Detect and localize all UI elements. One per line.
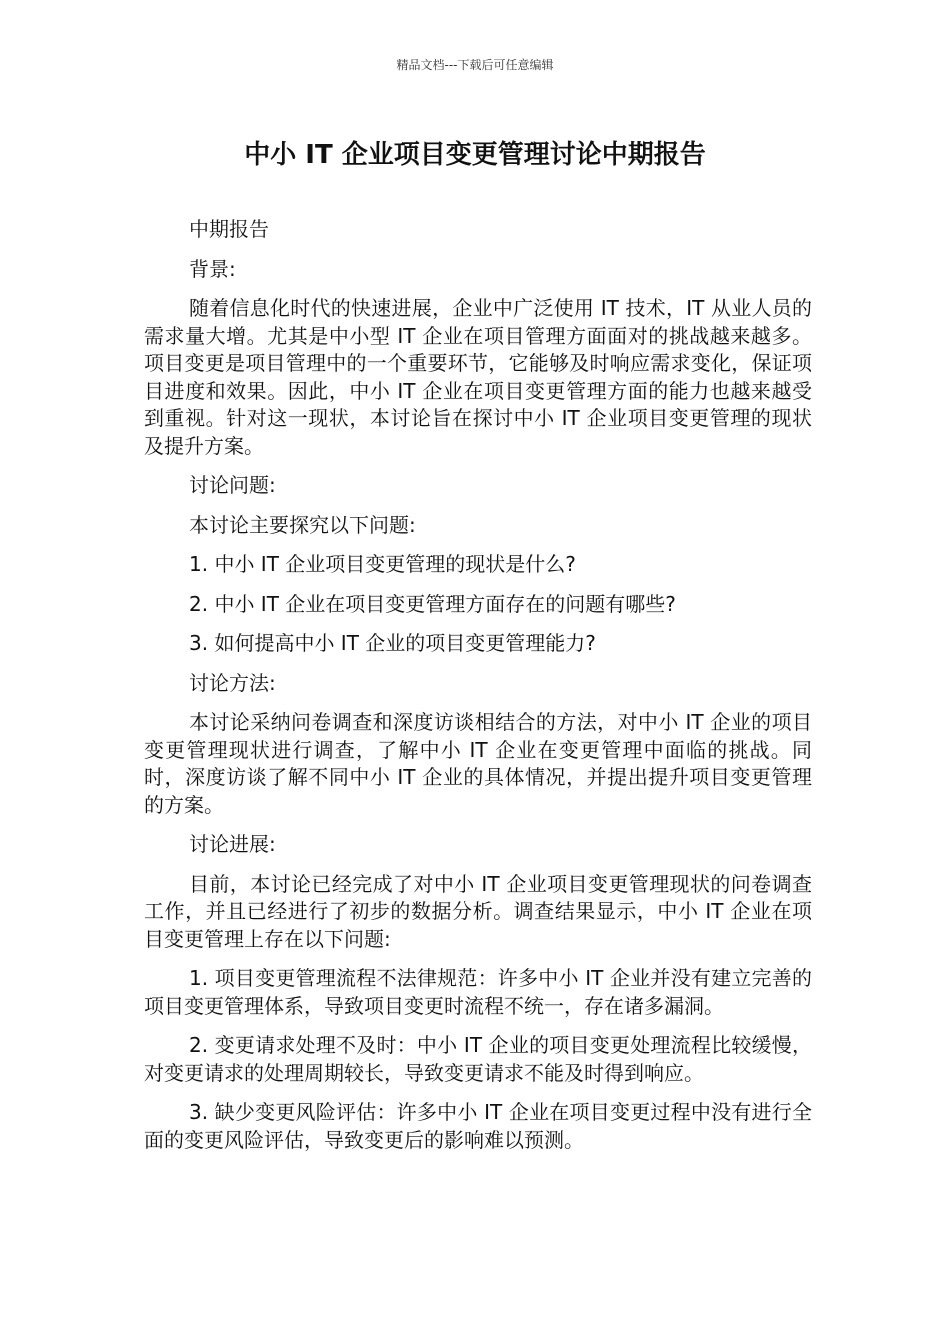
paragraph-background: 随着信息化时代的快速进展，企业中广泛使用 IT 技术，IT 从业人员的需求量大增。尤其是中小型 IT 企业在项目管理方面面对的挑战越来越多。项目变更是项目管理中的一个重要环节，它能够及时响应需求变化，保证项目进度和效果。因此，中小 IT 企业在项目变更管理方面的能力也越来越受到重视。针对这一现状，本讨论旨在探讨中小 IT 企业项目变更管理的现状及提升方案。 xyxy=(144,296,812,458)
heading-background: 背景: xyxy=(189,256,236,281)
paragraph-methods: 本讨论采纳问卷调查和深度访谈相结合的方法，对中小 IT 企业的项目变更管理现状进行调查，了解中小 IT 企业在变更管理中面临的挑战。同时，深度访谈了解不同中小 IT 企业的具体情况，并提出提升项目变更管理的方案。 xyxy=(144,710,812,817)
paragraph-report-label: 中期报告 xyxy=(189,217,269,241)
document-body xyxy=(144,216,812,1166)
document-title: 中小 IT 企业项目变更管理讨论中期报告 xyxy=(244,140,706,170)
finding-item-1: 1. 项目变更管理流程不法律规范：许多中小 IT 企业并没有建立完善的项目变更管理体系，导致项目变更时流程不统一，存在诸多漏洞。 xyxy=(144,966,812,1018)
heading-progress: 讨论进展: xyxy=(189,832,276,856)
question-item-2: 2. 中小 IT 企业在项目变更管理方面存在的问题有哪些? xyxy=(189,591,676,616)
finding-item-2: 2. 变更请求处理不及时：中小 IT 企业的项目变更处理流程比较缓慢，对变更请求的处理周期较长，导致变更请求不能及时得到响应。 xyxy=(144,1033,812,1085)
heading-methods: 讨论方法: xyxy=(189,670,276,695)
paragraph-questions-intro: 本讨论主要探究以下问题: xyxy=(189,512,416,537)
question-item-1: 1. 中小 IT 企业项目变更管理的现状是什么? xyxy=(189,552,576,576)
page-header: 精品文档---下载后可任意编辑 xyxy=(396,58,554,72)
finding-item-3: 3. 缺少变更风险评估：许多中小 IT 企业在项目变更过程中没有进行全面的变更风险评估，导致变更后的影响难以预测。 xyxy=(144,1100,812,1152)
heading-questions: 讨论问题: xyxy=(189,473,276,497)
paragraph-progress: 目前，本讨论已经完成了对中小 IT 企业项目变更管理现状的问卷调查工作，并且已经进行了初步的数据分析。调查结果显示，中小 IT 企业在项目变更管理上存在以下问题: xyxy=(144,871,812,951)
question-item-3: 3. 如何提高中小 IT 企业的项目变更管理能力? xyxy=(189,631,596,655)
